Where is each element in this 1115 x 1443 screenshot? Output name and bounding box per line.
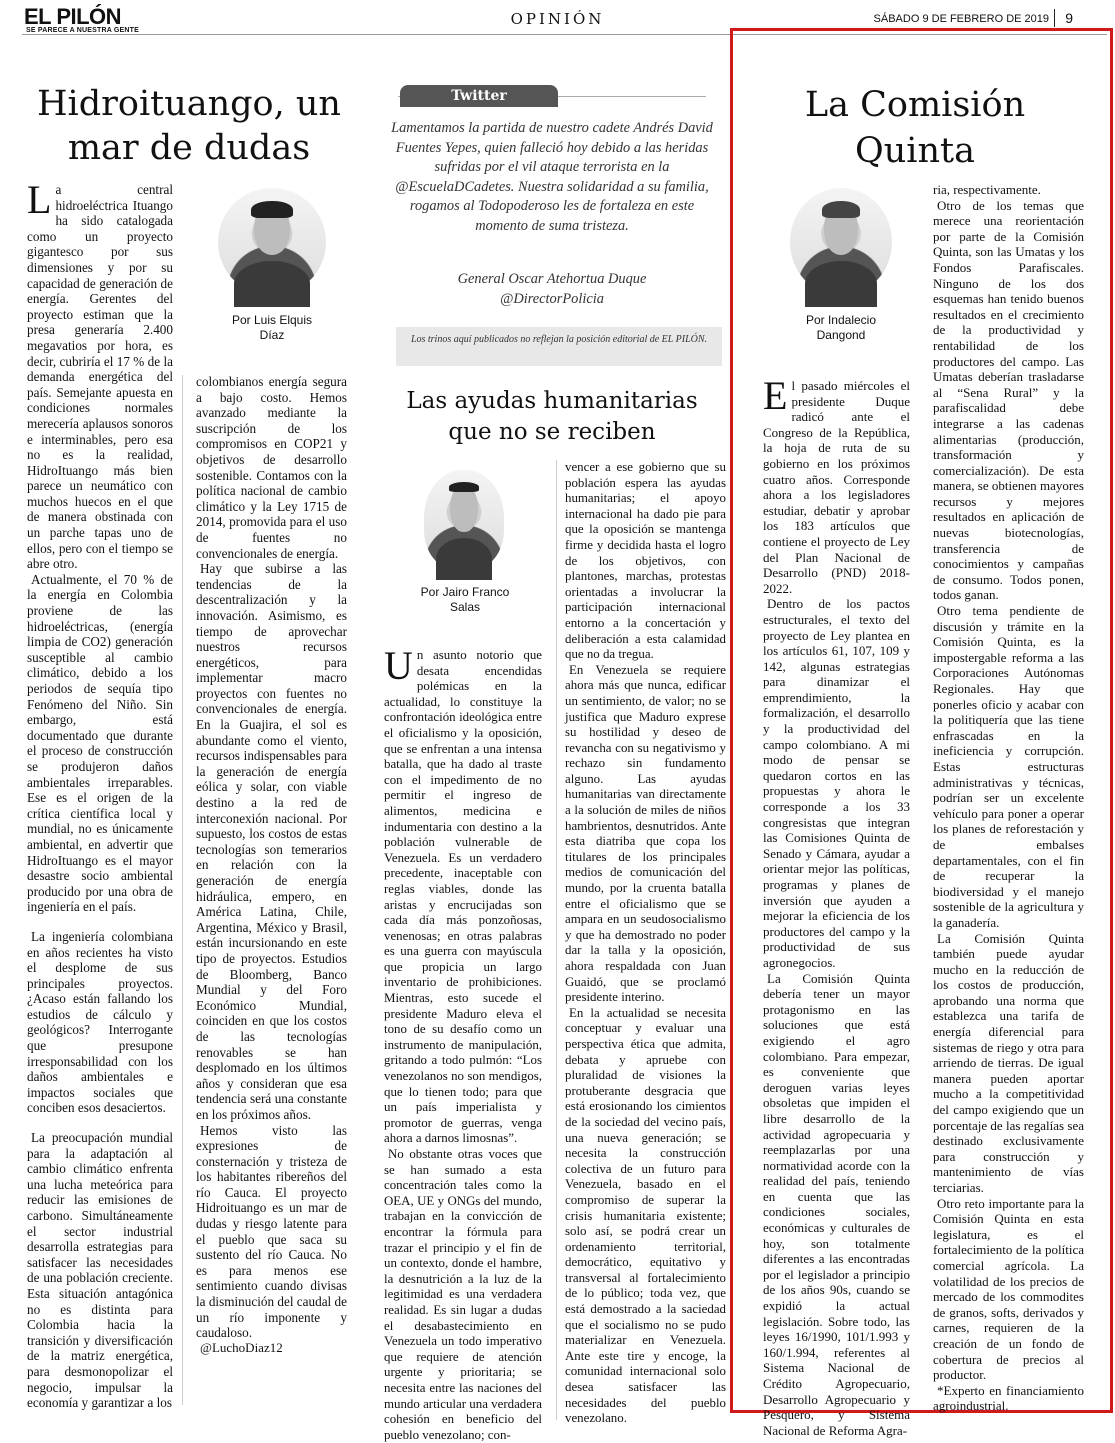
logo-tagline: SE PARECE A NUESTRA GENTE bbox=[26, 27, 139, 34]
paragraph: Otro de los temas que merece una reorientación por parte de la Comisión Quinta, son las Umatas y los Fondos Parafiscales. Ninguno de los dos esquemas han tenido buenos resultados en el crecimiento de la productividad y rentabilidad de los productores del campo. Las Umatas deberían trasladarse al “Sena Rural” y la parafiscalidad debe integrarse a las cadenas alimentarias (producción, transformación y comercialización). De esta manera, se obtienen mayores recursos y mejores resultados en aplicación de nuevas biotecnologías, transferencia de conocimientos y campañas de consumo. Todos ponen, todos ganan. bbox=[933, 197, 1084, 603]
author-photo-right bbox=[790, 188, 892, 296]
paragraph: Dentro de los pactos estructurales, el texto del proyecto de Ley plantea en los artículos 61, 107, 109 y 142, algunas estrategias para dinamizar el emprendimiento, la formalización, el desarrollo y la productividad del campo colombiano. A mi modo de pensar se quedaron cortos en las propuestas y ahora le corresponde a los 33 congresistas que integran las Comisiones Quinta de Senado y Cámara, ayudar a orientar mejor las políticas, programas y planes de inversión que ayuden a mejorar la eficiencia de los productores del campo y la productividad de sus agronegocios. bbox=[763, 596, 910, 970]
middle-article-col1 bbox=[384, 643, 542, 1443]
paragraph: El pasado miércoles el presidente Duque radicó ante el Congreso de la República, la hoja de ruta de su gobierno en los próximos cuatro años. Corresponde ahora a los legisladores estudiar, debatir y aprobar los 183 artículos que contiene el proyecto de Ley del Plan Nacional de Desarrollo (PND) 2018-2022. bbox=[763, 373, 910, 596]
paragraph: La Comisión Quinta debería tener un mayor protagonismo en las soluciones que está exigiendo el agro colombiano. Para empezar, es conveniente que deroguen varias leyes obsoletas que impiden el libre desarrollo de la actividad agropecuaria y reemplazarlas por una normatividad acorde con la realidad del país, teniendo en cuenta que las condiciones sociales, económicas y culturales de hoy, son totalmente diferentes a las encontradas por el legislador a principio de los años 90s, cuando se expidió la actual legislación. Sobre todo, las leyes 16/1990, 101/1.993 y 160/1.994, referentes al Sistema Nacional de Crédito Agropecuario, Desarrollo Agropecuario y Pesquero, y Sistema Nacional de Reforma Agra- bbox=[763, 970, 910, 1438]
author-note: *Experto en financiamiento agroindustrial. bbox=[933, 1382, 1084, 1414]
newspaper-logo[interactable]: EL PILÓN bbox=[24, 4, 122, 29]
middle-article-title: Las ayudas humanitarias que no se reciben bbox=[406, 388, 698, 445]
right-article-col2 bbox=[933, 182, 1084, 1414]
paragraph: ria, respectivamente. bbox=[933, 182, 1041, 197]
paragraph: La Comisión Quinta también puede ayudar mucho en la reducción de los costos de producción, aprobando una norma que establezca una tarifa de energía diferencial para sistemas de riego y otra para arriendo de tierras. De igual manera pueden aportar mucho a la competitividad del campo exigiendo que un porcentaje de las regalías sea destinado exclusivamente para construcción y mantenimiento de vías terciarias. bbox=[933, 930, 1084, 1195]
tweet-attribution bbox=[390, 270, 714, 309]
paragraph: Hemos visto las expresiones de consternación y tristeza de los habitantes ribereños del río Cauca. El proyecto Hidroituango es un mar de dudas y riesgo latente para el pueblo que saca su sustento del río Cauca. No es para menos ese sentimiento cuando divisas la disminución del caudal de un río imponente y caudaloso. bbox=[196, 1122, 347, 1341]
left-article-byline: Por Luis Elquis Díaz bbox=[231, 313, 313, 342]
paragraph: La ingeniería colombiana en años recientes ha visto el desplome de sus principales proyectos. ¿Acaso están fallando los estudios de cálculo y geológicos? Interrogante que presupone irresponsabilidad con los daños ambientales e impactos sociales que conciben esos desaciertos. bbox=[27, 928, 173, 1116]
left-article-col1 bbox=[27, 177, 173, 1411]
paragraph: No obstante otras voces que se han sumado a esta concentración tales como la OEA, UE y ONGs del mundo, trabajan en la convicción de encontrar la fórmula para trazar el principio y el fin de un contexto, donde el hambre, la desnutrición a la luz de la legitimidad es una verdadera realidad. Es sin lugar a dudas el desabastecimiento en Venezuela un todo imperativo que requiere de atención urgente y prioritaria; se necesita entre las naciones del mundo articular una verdadera cohesión en beneficio del pueblo venezolano; con- bbox=[384, 1147, 542, 1442]
left-article-title: Hidroituango, un mar de dudas bbox=[37, 84, 341, 168]
section-title: OPINIÓN bbox=[510, 10, 605, 28]
paragraph: Hay que subirse a las tendencias de la descentralización y la innovación. Asimismo, es tiempo de aprovechar nuestros recursos energéticos, para implementar macro proyectos con fuentes no convencionales de energía. En la Guajira, el sol es abundante como el viento, recursos indispensables para la generación de energía eólica y solar, con viable destino a la red de interconexión nacional. Por supuesto, los costos de estas tecnologías son temerarios en relación con la generación de energía hidráulica, empero, en América Latina, Chile, Argentina, México y Brasil, están incursionando en este tipo de proyectos. Estudios de Bloomberg, Banco Mundial y del Foro Económico Mundial, coinciden en que los costos de las tecnologías renovables se han desplomado en los últimos años y consideran que esa tendencia será una constante en los próximos años. bbox=[196, 561, 347, 1122]
tweet-text: Lamentamos la partida de nuestro cadete Andrés David Fuentes Yepes, quien falleció hoy debido a las heridas sufridas por el vil ataque terrorista en la @EscuelaDCadetes. Nuestra solidaridad a su familia, rogamos al Todopoderoso les de fortaleza en este momento de suma tristeza. bbox=[391, 120, 713, 234]
tweet-author: General Oscar Atehortua Duque bbox=[457, 271, 647, 287]
page-number: 9 bbox=[1054, 9, 1073, 27]
paragraph: Otro reto importante para la Comisión Quinta en esta legislatura, es el fortalecimiento de la política comercial agrícola. La volatilidad de los precios de mercado de los commodites de granos, softs, derivados y carnes, requieren de la creación de un fondo de cobertura de precios al productor. bbox=[933, 1195, 1084, 1383]
right-article-col1 bbox=[763, 373, 910, 1438]
column-divider bbox=[556, 460, 557, 1420]
paragraph: En Venezuela se requiere ahora más que nunca, edificar un sentimiento, de valor; no se justifica que Maduro exprese su hostilidad y deseo de revancha con su negativismo y rechazo sin fundamento alguno. Las ayudas humanitarias van directamente a la solución de miles de niños hambrientos, desnutridos. Ante esta diatriba que copa los titulares de los principales medios de comunicación del mundo, por la cruenta batalla entre el oficialismo que se ampara en un seudosocialismo y que ha demostrado no poder dar la talla y la oposición, ahora respaldada con Juan Guaidó, que se proclamó presidente interino. bbox=[565, 662, 726, 1005]
middle-article-col2 bbox=[565, 460, 726, 1427]
twitter-disclaimer: Los trinos aquí publicados no reflejan la posición editorial de EL PILÓN. bbox=[396, 327, 722, 366]
tweet-handle[interactable]: @DirectorPolicia bbox=[500, 290, 604, 307]
paragraph: vencer a ese gobierno que su población espera las ayudas humanitarias; el apoyo internacional ha dado pie para que la oposición se mantenga firme y decidida hasta el logro de los objetivos, con plantones, marchas, protestas orientadas a involucrar la participación internacional entorno a la concertación y deliberación a esta calamidad que no da tregua. bbox=[565, 460, 726, 662]
twitter-label: Twitter bbox=[400, 85, 558, 107]
paragraph: La preocupación mundial para la adaptación al cambio climático enfrenta una lucha meteórica para reducir las emisiones de carbono. Simultáneamente el sector industrial desarrolla estrategias para satisfacer las necesidades de una población creciente. Esta situación antagónica no es distinta para Colombia hacia la transición y diversificación de la matriz energética, para desmonopolizar el negocio, impulsar la economía y garantizar a los bbox=[27, 1130, 173, 1411]
paragraph: colombianos energía segura a bajo costo. Hemos avanzado mediante la suscripción de los compromisos en COP21 y objetivos de desarrollo sostenible. Contamos con la política nacional de cambio climático y la Ley 1715 de 2014, promovida para el uso de fuentes no convencionales de energía. bbox=[196, 374, 347, 561]
paragraph: Otro tema pendiente de discusión y trámite en la Comisión Quinta, es la impostergable reforma a las Corporaciones Autónomas Regionales. Hay que ponerles oficio y acabar con la politiquería que las tiene enfrascadas en la ineficiencia y corrupción. Estas estructuras administrativas y técnicas, podrían ser un excelente vehículo para poner a operar los planes de reforestación y de embalses departamentales, con el fin de recuperar la biodiversidad y el manejo sostenible de la agricultura y la ganadería. bbox=[933, 603, 1084, 930]
author-photo-left bbox=[218, 188, 326, 296]
right-article-byline: Por Indalecio Dangond bbox=[805, 313, 877, 342]
paragraph: Actualmente, el 70 % de la energía en Colombia proviene de las hidroeléctricas, (energía limpia de CO2) generación susceptible al cambio climático, debido a los periodos de sequía tipo Fenómeno del Niño. Sin embargo, está documentado que durante el proceso de construcción se produjeron daños ambientales irreparables. Ese es el origen de la crítica científica local y mundial, no es únicamente ambiental, en advertir que HidroItuango es el mayor desastre socio ambiental producido por una obra de ingeniería en el país. bbox=[27, 571, 173, 915]
author-handle-left[interactable]: @LuchoDiaz12 bbox=[200, 1340, 283, 1355]
middle-article-byline: Por Jairo Franco Salas bbox=[420, 585, 510, 614]
paragraph: La central hidroeléctrica Ituango ha sido catalogada como un proyecto gigantesco por sus dimensiones y por su capacidad de generación de energía. Gerentes del proyecto estiman que la presa generaría 2.400 megavatios por hora, es decir, cubriría el 17 % de la demanda energética del país. Semejante apuesta en condiciones normales merecería aplausos sonoros e interminables, pero esa no es la realidad, HidroItuango más bien parece un neumático con muchos huecos en el que de manera obstinada con un parche tapas uno de ellos, pero con el tiempo se abre otro. bbox=[27, 177, 173, 572]
column-divider bbox=[182, 375, 183, 1405]
right-article-title: La Comisión Quinta bbox=[804, 85, 1026, 171]
paragraph: En la actualidad se necesita conceptuar y evaluar una perspectiva ética que admita, debata y apruebe con pluralidad de visiones la protuberante desgracia que está erosionando los cimientos de la sociedad del vecino país, una nueva generación; se necesita la construcción colectiva de un futuro para Venezuela, basado en el compromiso de superar la crisis humanitaria existente; solo así, se podrá crear un ordenamiento territorial, democrático, equitativo y transversal al fortalecimiento de lo público; toda vez, que está demostrado a la saciedad que el socialismo no se pudo materializar en Venezuela. Ante este tire y encoge, la comunidad internacional solo desea satisfacer las necesidades del pueblo venezolano. bbox=[565, 1005, 726, 1426]
paragraph: Un asunto notorio que desata encendidas polémicas en la actualidad, lo constituye la confrontación ideológica entre el oficialismo y la oposición, que se enfrentan a una intensa batalla, que ha dado al traste con el impedimento de no permitir el ingreso de alimentos, medicina e indumentaria con destino a la población vulnerable de Venezuela. Es un verdadero precedente, inaceptable con reglas viables, donde las aristas y encrucijadas son cada día más ponzoñosas, venenosas; en otras palabras es una guerra con mayúscula que propicia un largo inventario de prohibiciones. Mientras, esto sucede el presidente Maduro eleva el tono de su desafío como un instrumento de manipulación, gritando a todo pulmón: “Los venezolanos no son mendigos, que lo tienen todo; para que un país imperialista y promotor de guerras, venga ahora a darnos limosnas”. bbox=[384, 643, 542, 1146]
author-photo-middle bbox=[424, 470, 504, 570]
issue-date: SÁBADO 9 DE FEBRERO DE 2019 bbox=[873, 13, 1049, 25]
left-article-col2 bbox=[196, 374, 347, 1341]
